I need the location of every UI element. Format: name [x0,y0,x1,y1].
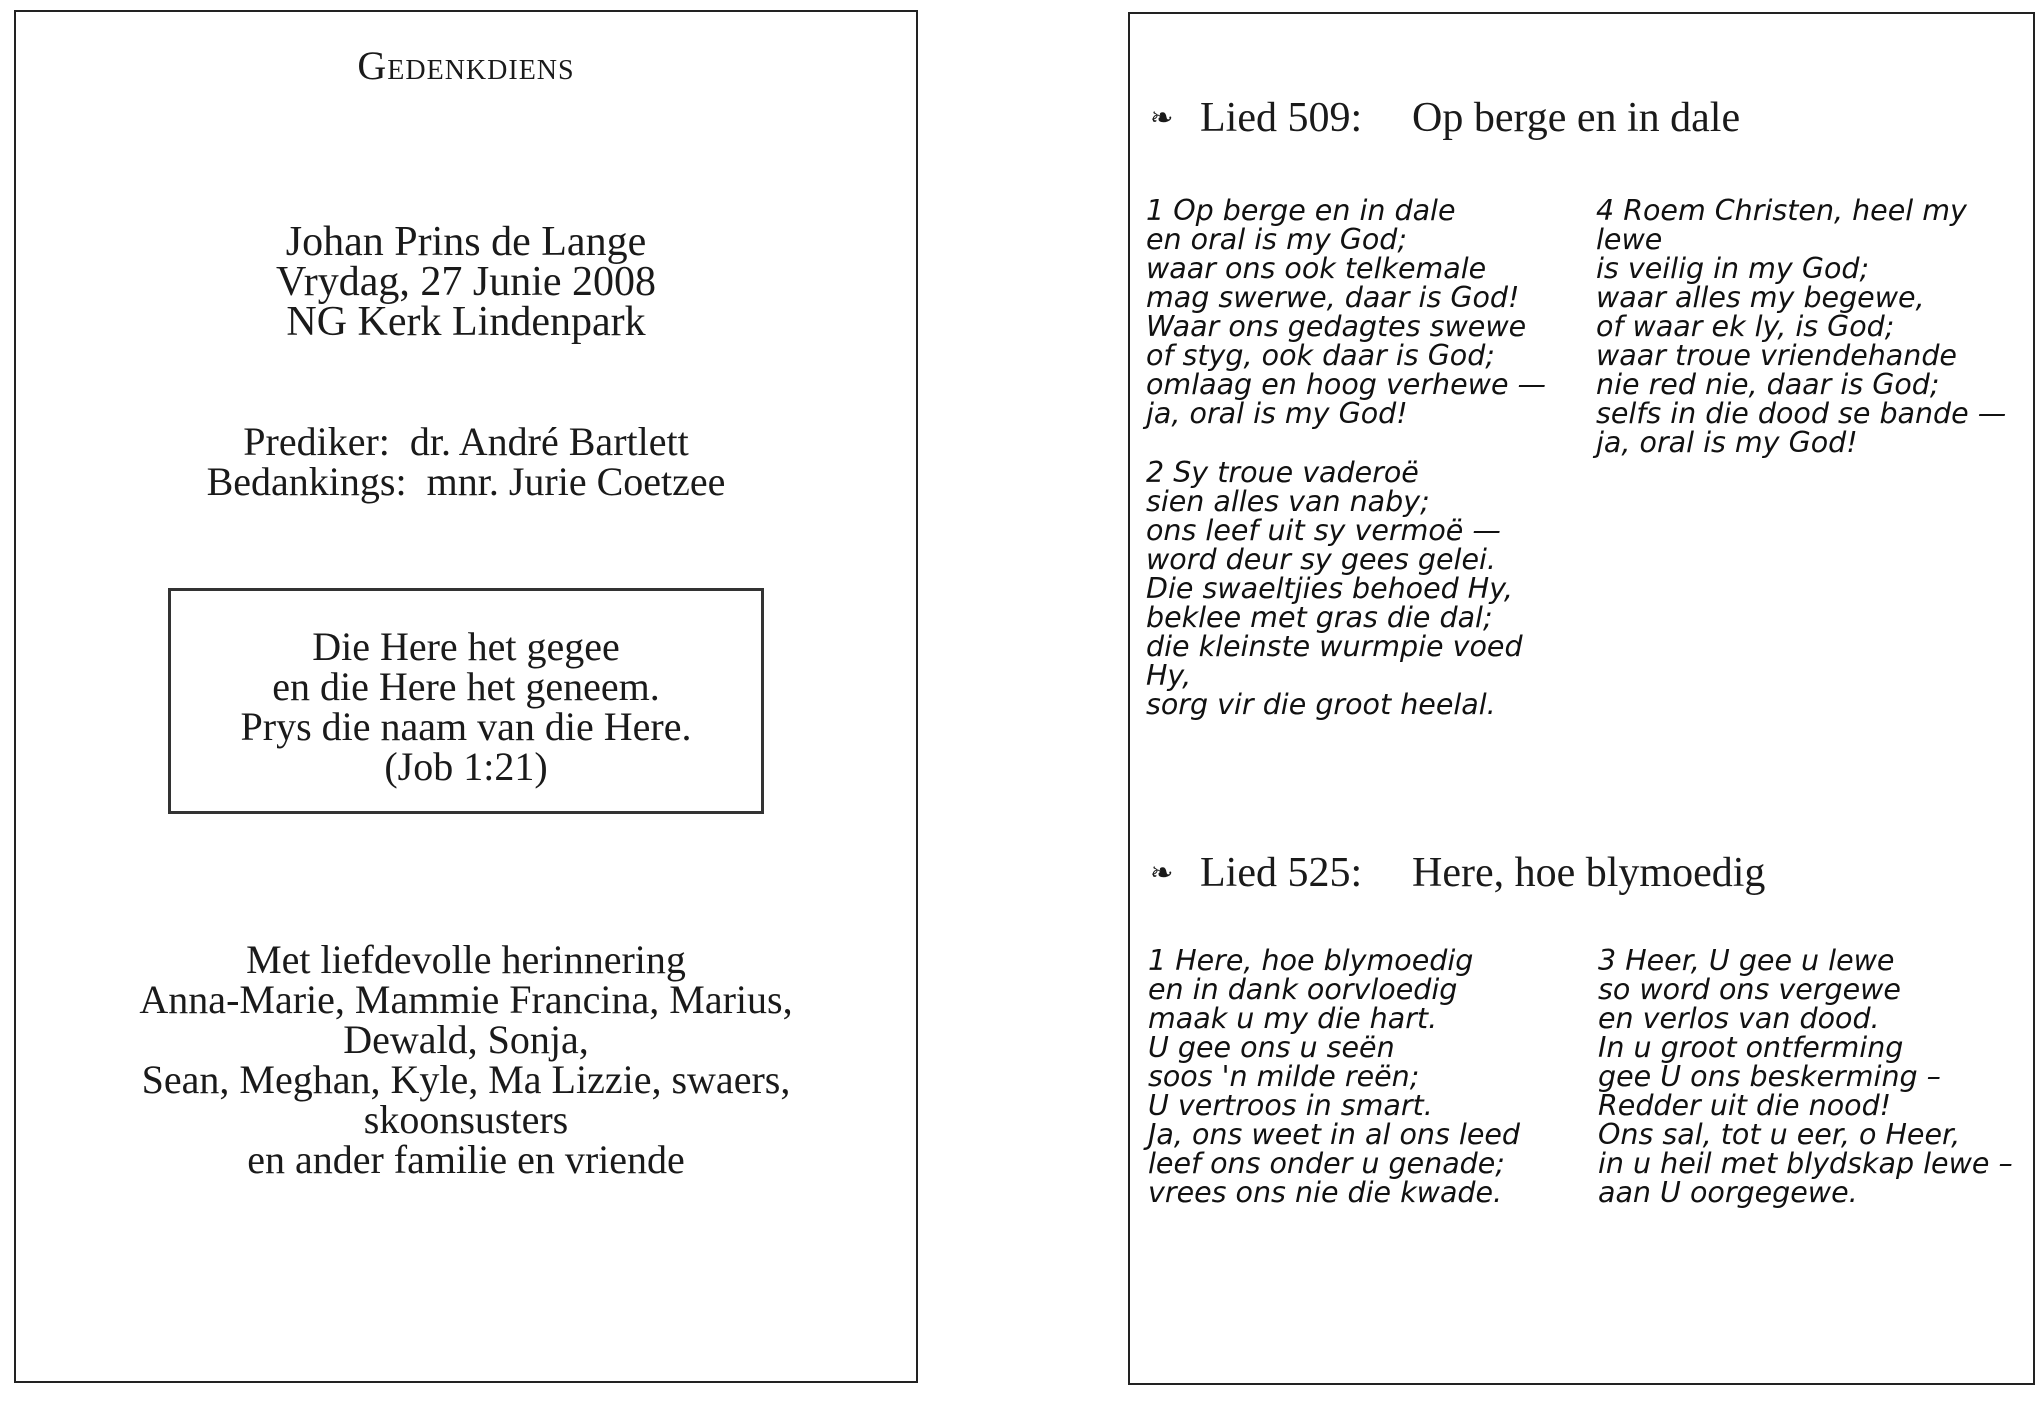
stanza [1596,196,2026,457]
remembrance-line: en ander familie en vriende [247,1137,685,1182]
stanza-line: so word ons vergewe [1598,973,1901,1006]
stanza-line: beklee met gras die dal; [1146,601,1493,634]
right-page [1128,12,2035,1385]
service-title-text: Gedenkdiens [357,43,575,88]
stanza-line: 1 Here, hoe blymoedig [1148,944,1474,977]
stanza-line: U vertroos in smart. [1148,1089,1433,1122]
left-page [14,10,918,1383]
scripture-box [168,588,764,814]
deceased-name: Johan Prins de Lange [285,219,647,265]
verse-line: Die Here het gegee [312,624,620,669]
stanza-line: selfs in die dood se bande — [1596,397,2007,430]
stanza-line: waar alles my begewe, [1596,281,1925,314]
hymn-number: Lied 509: [1200,95,1363,141]
stanza-line: nie red nie, daar is God; [1596,368,1940,401]
stanza-line: leef ons onder u genade; [1148,1147,1505,1180]
preacher: Prediker: dr. André Bartlett [243,419,689,464]
remembrance-line: skoonsusters [363,1097,569,1142]
verse-line: Prys die naam van die Here. [240,704,692,749]
stanza-line: word deur sy gees gelei. [1146,543,1496,576]
stanza-line: maak u my die hart. [1148,1002,1438,1035]
verse-line: en die Here het geneem. [272,664,660,709]
stanza-line: ja, oral is my God! [1146,397,1408,430]
stanza-line: 3 Heer, U gee u lewe [1598,944,1895,977]
stanza-line: Redder uit die nood! [1598,1089,1892,1122]
stanza-line: U gee ons u seën [1148,1031,1395,1064]
stanza-line: vrees ons nie die kwade. [1148,1176,1503,1209]
stanza-line: of waar ek ly, is God; [1596,310,1895,343]
verse-reference: (Job 1:21) [384,744,548,789]
stanza-line: Die swaeltjies behoed Hy, [1146,572,1513,605]
stanza-line: 2 Sy troue vaderoë [1146,456,1419,489]
stanza [1598,946,2028,1207]
service-date: Vrydag, 27 Junie 2008 [275,259,657,305]
officiants [16,419,916,504]
service-venue: NG Kerk Lindenpark [286,299,646,345]
stanza-line: en in dank oorvloedig [1148,973,1458,1006]
hymn-heading [1150,849,1765,897]
stanza-line: 1 Op berge en in dale [1146,194,1456,227]
stanza-line: Hy, [1146,659,1192,692]
remembrance [16,937,916,1182]
stanza-line: omlaag en hoog verhewe — [1146,368,1547,401]
stanza-line: soos 'n milde reën; [1148,1060,1420,1093]
remembrance-line: Dewald, Sonja, [343,1017,589,1062]
stanza-line: Ja, ons weet in al ons leed [1148,1118,1520,1151]
stanza [1146,458,1586,719]
remembrance-line: Anna-Marie, Mammie Francina, Marius, [139,977,793,1022]
stanza-line: en oral is my God; [1146,223,1407,256]
stanza-line: Waar ons gedagtes swewe [1146,310,1527,343]
stanza-line: In u groot ontferming [1598,1031,1904,1064]
hymn-title: Op berge en in dale [1412,95,1741,141]
stanza-line: sien alles van naby; [1146,485,1430,518]
stanza-line: is veilig in my God; [1596,252,1870,285]
stanza-line: Ons sal, tot u eer, o Heer, [1598,1118,1961,1151]
stanza-line: gee U ons beskerming – [1598,1060,1941,1093]
stanza-line: of styg, ook daar is God; [1146,339,1495,372]
fleuron-icon: ❧ [1150,103,1174,134]
stanza-line: die kleinste wurmpie voed [1146,630,1523,663]
stanza-line: en verlos van dood. [1598,1002,1880,1035]
stanza-line: lewe [1596,223,1663,256]
fleuron-icon: ❧ [1150,858,1174,889]
stanza [1148,946,1588,1207]
service-title [16,42,916,89]
service-details [16,219,916,345]
stanza-line: ons leef uit sy vermoë — [1146,514,1501,547]
remembrance-line: Met liefdevolle herinnering [246,937,686,982]
stanza-line: mag swerwe, daar is God! [1146,281,1520,314]
stanza-line: aan U oorgegewe. [1598,1176,1858,1209]
stanza-line: sorg vir die groot heelal. [1146,688,1496,721]
stanza-line: ja, oral is my God! [1596,426,1858,459]
remembrance-line: Sean, Meghan, Kyle, Ma Lizzie, swaers, [141,1057,791,1102]
thanks-speaker: Bedankings: mnr. Jurie Coetzee [206,459,726,504]
hymn-heading [1150,94,1740,142]
stanza-line: 4 Roem Christen, heel my [1596,194,1967,227]
stanza-line: waar troue vriendehande [1596,339,1957,372]
stanza [1146,196,1586,428]
hymn-title: Here, hoe blymoedig [1412,850,1766,896]
stanza-line: in u heil met blydskap lewe – [1598,1147,2013,1180]
hymn-number: Lied 525: [1200,850,1363,896]
stanza-line: waar ons ook telkemale [1146,252,1487,285]
